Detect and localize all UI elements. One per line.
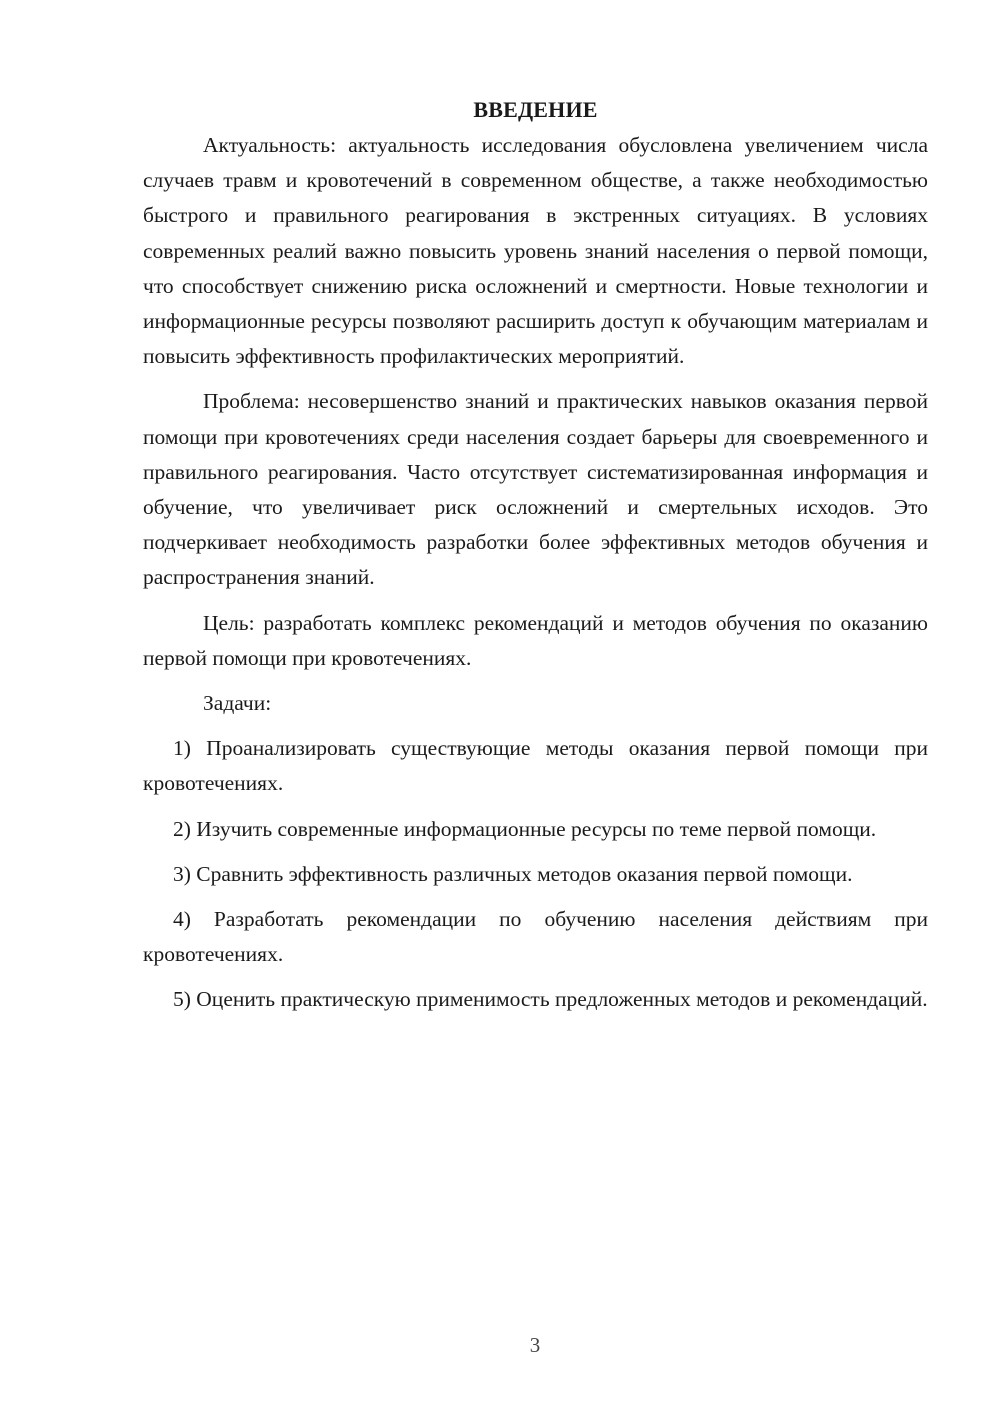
paragraph-problem: Проблема: несовершенство знаний и практических навыков оказания первой помощи при кровотечениях среди населения создает барьеры для своевременного и правильного реагирования. Часто отсутствует систематизированная информация и обучение, что увеличивает риск осложнений и смертельных исходов. Это подчеркивает необходимость разработки более эффективных методов обучения и распространения знаний. xyxy=(143,389,928,590)
tasks-heading: Задачи: xyxy=(203,691,272,716)
task-item: 2) Изучить современные информационные ресурсы по теме первой помощи. xyxy=(173,816,877,841)
task-item: 5) Оценить практическую применимость предложенных методов и рекомендаций. xyxy=(173,987,928,1012)
paragraph-relevance: Актуальность: актуальность исследования обусловлена увеличением числа случаев травм и кровотечений в современном обществе, а также необходимостью быстрого и правильного реагирования в экстренных ситуациях. В условиях современных реалий важно повысить уровень знаний населения о первой помощи, что способствует снижению риска осложнений и смертности. Новые технологии и информационные ресурсы позволяют расширить доступ к обучающим материалам и повысить эффективность профилактических мероприятий. xyxy=(143,133,928,369)
section-title: ВВЕДЕНИЕ xyxy=(473,97,598,122)
task-item: 4) Разработать рекомендации по обучению населения действиям при кровотечениях. xyxy=(143,907,928,967)
task-item: 3) Сравнить эффективность различных методов оказания первой помощи. xyxy=(173,861,853,886)
paragraph-goal: Цель: разработать комплекс рекомендаций и методов обучения по оказанию первой помощи при кровотечениях. xyxy=(143,610,928,670)
page-number: 3 xyxy=(529,1333,541,1357)
task-item: 1) Проанализировать существующие методы оказания первой помощи при кровотечениях. xyxy=(143,736,928,796)
document-page xyxy=(143,92,928,1018)
